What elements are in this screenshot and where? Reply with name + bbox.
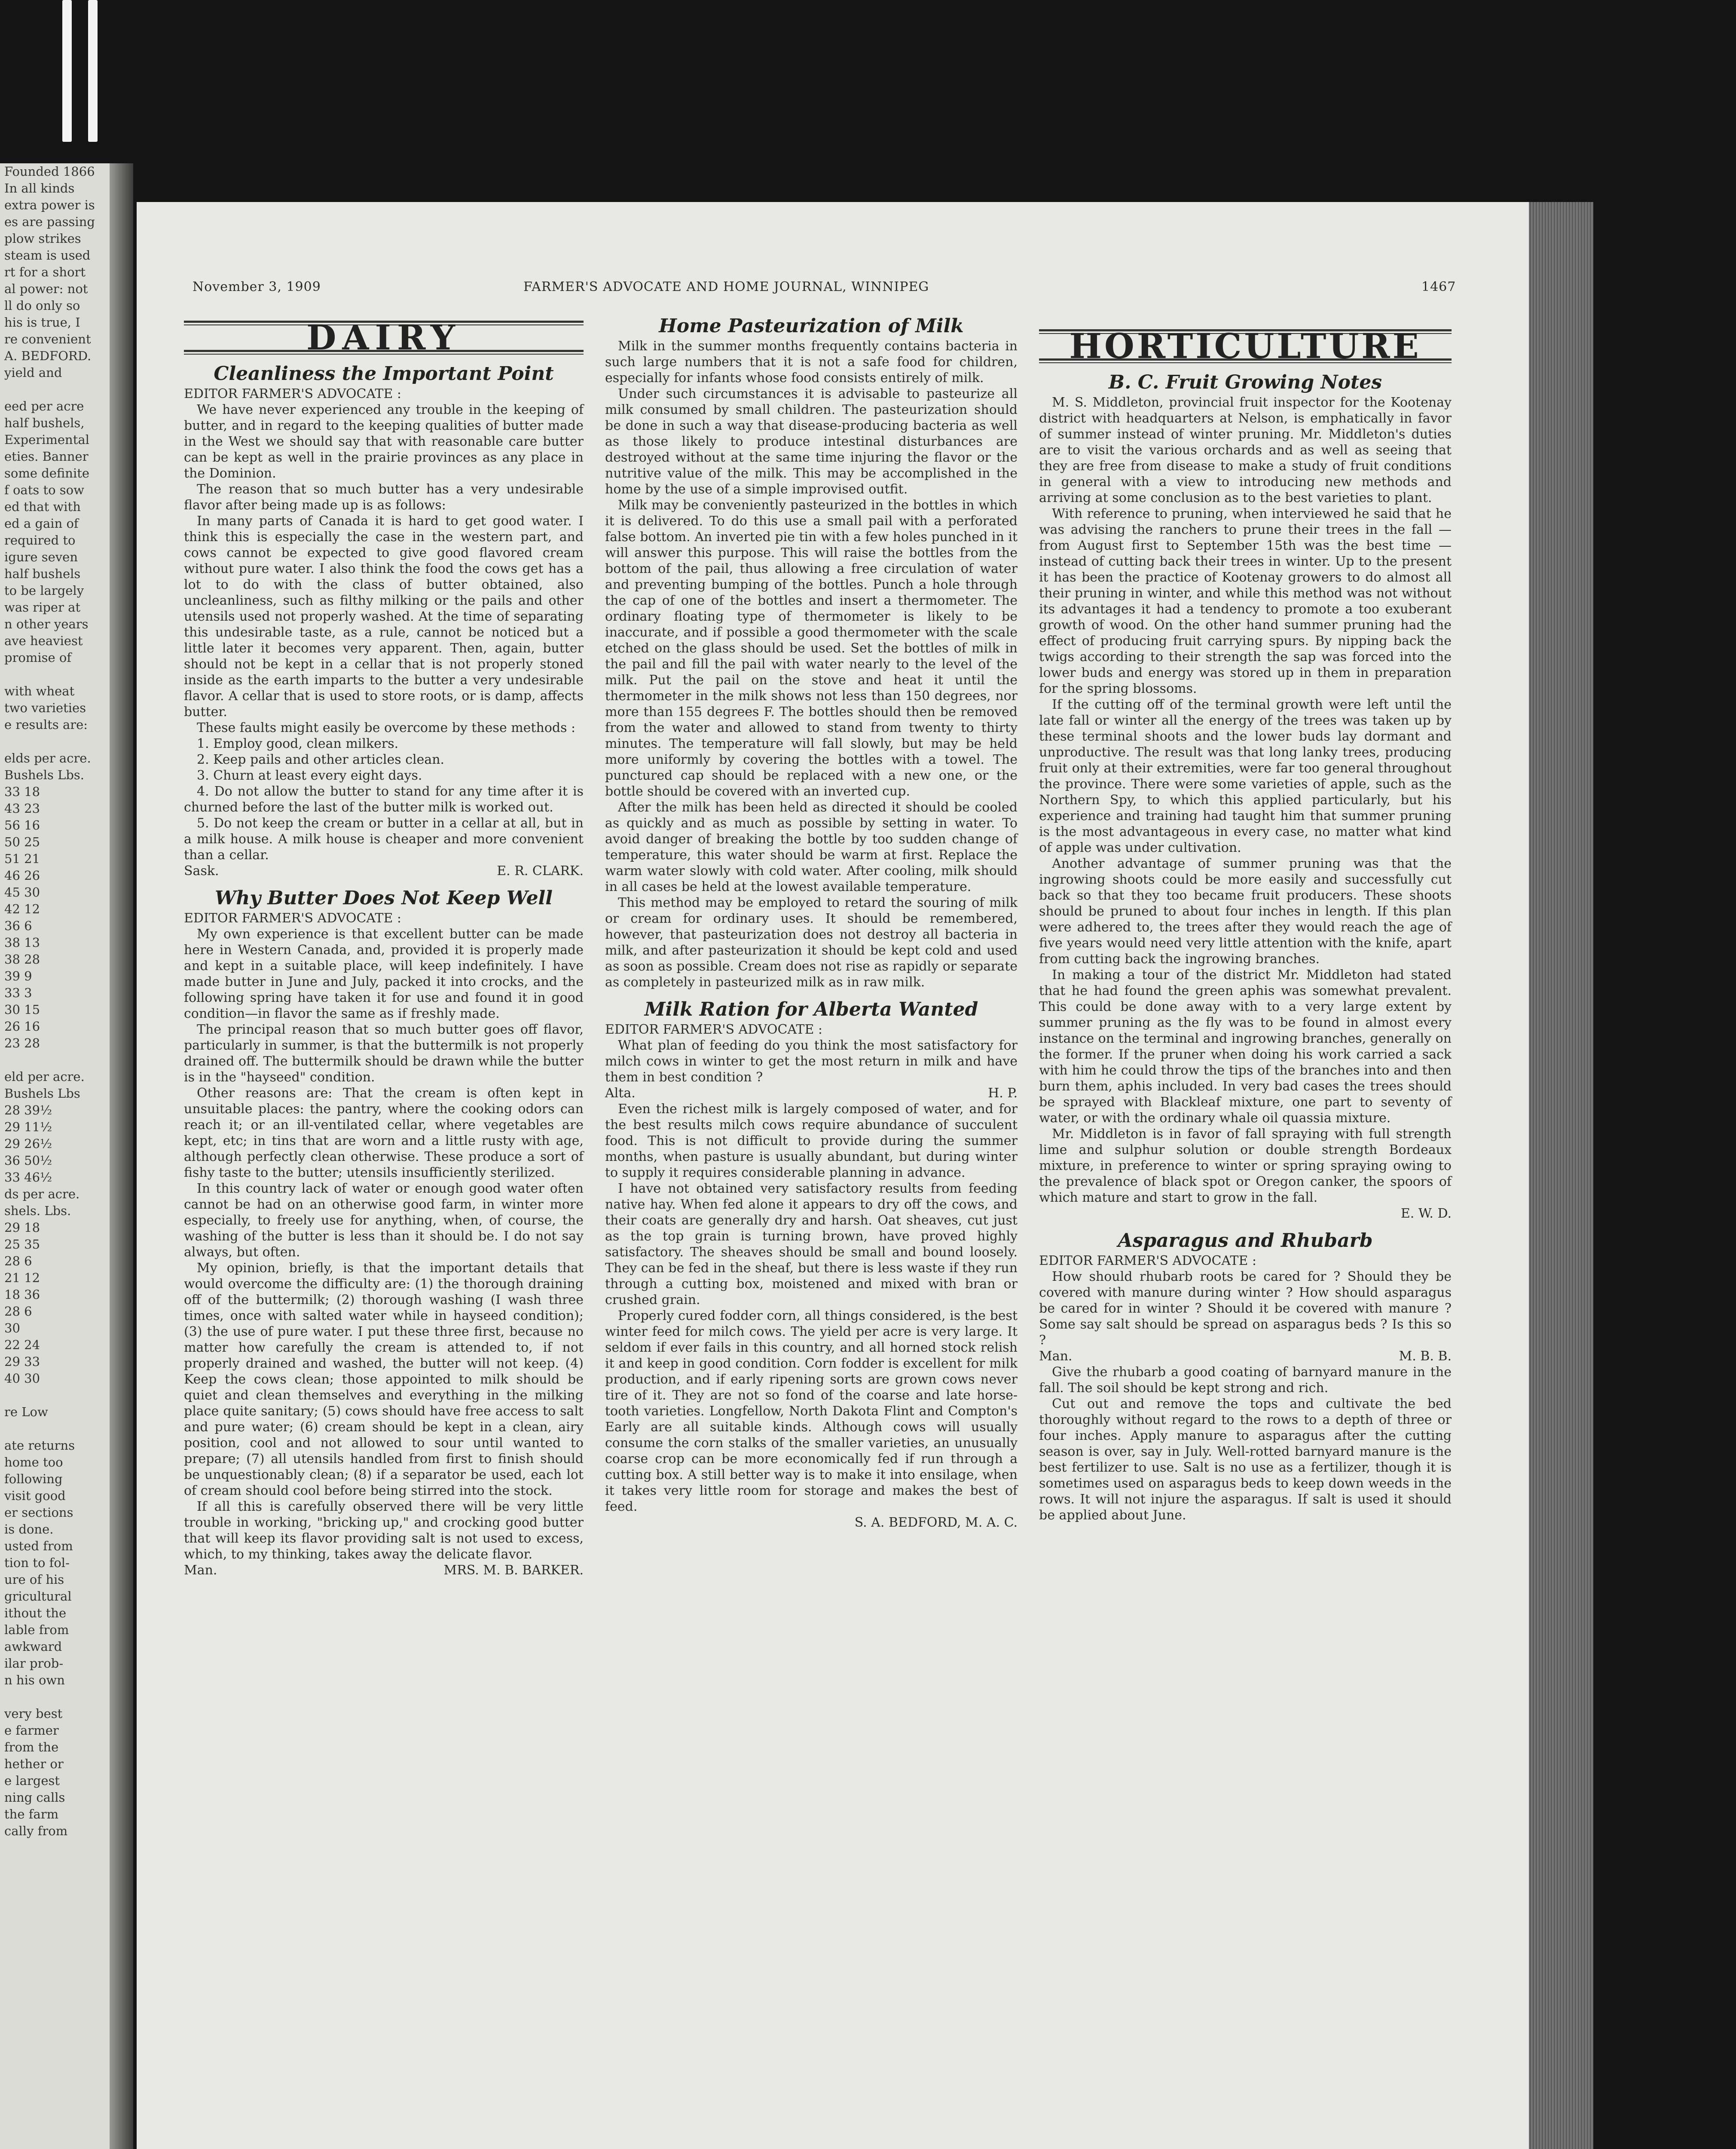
editor-line: EDITOR FARMER'S ADVOCATE :	[184, 386, 401, 401]
paragraph: This method may be employed to retard the souring of milk or cream for ordinary uses. It should be remembered, however, that pasteurization does not destroy all bacteria in milk, and after pasteurization it should be kept cold and used as soon as possible. Cream does not rise as rapidly or separate as completely in pasteurized milk as in raw milk.	[605, 895, 1018, 990]
list-item: 1. Employ good, clean milkers.	[197, 736, 399, 751]
left-page-line: A. BEDFORD.	[4, 349, 92, 363]
left-page-line: ave heaviest	[4, 634, 83, 648]
left-page-line: n other years	[4, 617, 89, 631]
left-page-line: ll do only so	[4, 298, 80, 313]
editor-line: EDITOR FARMER'S ADVOCATE :	[1039, 1253, 1256, 1268]
signature	[184, 863, 584, 879]
left-page-line: 28 39½	[4, 1103, 52, 1117]
left-page-line: from the	[4, 1740, 59, 1754]
left-page-line: eties. Banner	[4, 449, 89, 464]
left-page-line: er sections	[4, 1505, 73, 1520]
signature-place: Man.	[184, 1563, 217, 1578]
left-page-line: 28 6	[4, 1254, 32, 1268]
left-page-line: half bushels,	[4, 416, 85, 430]
paragraph: In many parts of Canada it is hard to get good water. I think this is especially the case in the western part, and cows cannot be expected to give good flavored cream without pure water. I also think the food the cows get has a lot to do with the class of butter obtained, also uncleanliness, such as filthy milking or the pails and other utensils used not properly washed. At the time of separating this undesirable taste, as a rule, cannot be noticed but a little later it becomes very apparent. Then, again, butter should not be kept in a cellar that is not properly stoned inside as the earth imparts to the butter a very undesirable flavor. A cellar that is used to store roots, or is damp, affects butter.	[184, 514, 584, 719]
article-title: Why Butter Does Not Keep Well	[214, 887, 553, 909]
left-page-line: ithout the	[4, 1606, 67, 1620]
paragraph: We have never experienced any trouble in the keeping of butter, and in regard to the keeping qualities of butter made in the West we should say that with reasonable care butter can be kept as well in the prairie provinces as any place in the Dominion.	[184, 402, 584, 481]
header-date: November 3, 1909	[193, 279, 321, 294]
paragraph: Mr. Middleton is in favor of fall spraying with full strength lime and sulphur solution or double strength Bordeaux mixture, in preference to winter or spring spraying owing to the prevalence of black spot or Oregon canker, the spoors of which mature and start to grow in the fall.	[1039, 1127, 1452, 1205]
left-page-line: 25 35	[4, 1237, 40, 1252]
editor-line: EDITOR FARMER'S ADVOCATE :	[605, 1022, 822, 1037]
article-title: Cleanliness the Important Point	[214, 363, 554, 385]
left-page-line: re convenient	[4, 332, 91, 346]
paragraph: The principal reason that so much butter goes off flavor, particularly in summer, is that the buttermilk is not properly drained off. The buttermilk should be drawn while the butter is in the "hayseed" condition.	[184, 1022, 584, 1085]
left-page-line	[4, 381, 110, 398]
signature-name: E. W. D.	[1400, 1206, 1452, 1221]
article-title: Milk Ration for Alberta Wanted	[644, 998, 978, 1020]
left-page-line: ilar prob-	[4, 1656, 64, 1671]
left-page-line: 40 30	[4, 1371, 40, 1386]
signature-place: Man.	[1039, 1349, 1073, 1364]
article-title: B. C. Fruit Growing Notes	[1108, 371, 1382, 393]
dept-title-dairy: DAIRY	[306, 317, 461, 358]
left-page-line: is done.	[4, 1522, 54, 1537]
left-page-line: visit good	[4, 1488, 66, 1503]
paragraph: M. S. Middleton, provincial fruit inspector for the Kootenay district with headquarters at Nelson, is emphatically in favor of summer instead of winter pruning. Mr. Middleton's duties are to visit the various orchards and as well as seeing that they are free from disease to make a study of fruit conditions in general with a view to introducing new methods and arriving at some conclusion as to the best varieties to plant.	[1039, 395, 1452, 505]
left-page-line: 36 50½	[4, 1153, 52, 1168]
left-page-line: hether or	[4, 1757, 64, 1771]
paragraph: My own experience is that excellent butter can be made here in Western Canada, and, provided it is properly made and kept in a suitable place, will keep indefinitely. I have made butter in June and July, packed it into crocks, and the following spring have taken it for use and found it in good condition—in flavor the same as if freshly made.	[184, 927, 584, 1021]
left-page-line: n his own	[4, 1673, 65, 1687]
binder-clip-top-2	[88, 0, 98, 142]
list-item: 5. Do not keep the cream or butter in a cellar at all, but in a milk house. A milk house is cheaper and more convenient than a cellar.	[184, 816, 584, 863]
left-page-fragment	[0, 163, 110, 2149]
binder-clip-top-1	[62, 0, 72, 142]
editor-line: EDITOR FARMER'S ADVOCATE :	[184, 911, 401, 926]
left-page-line	[4, 666, 110, 683]
left-page-line: 29 33	[4, 1354, 40, 1369]
book-page-edges	[1529, 202, 1593, 2149]
left-page-line: eld per acre.	[4, 1069, 85, 1084]
paragraph: If the cutting off of the terminal growth were left until the late fall or winter all the energy of the trees was taken up by these terminal shoots and the lower buds lay dormant and unproductive. The result was that long lanky trees, producing fruit only at their extremities, were far too general throughout the province. There were some varieties of apple, such as the Northern Spy, to which this applied particularly, but his experience and training had taught him that summer pruning is the most advantageous in every case, no matter what kind of apple was under cultivation.	[1039, 697, 1452, 855]
signature-name: MRS. M. B. BARKER.	[443, 1563, 584, 1578]
left-page-line: lable from	[4, 1622, 69, 1637]
left-page-line: with wheat	[4, 684, 75, 698]
column-1	[184, 318, 584, 1578]
left-page-line: ure of his	[4, 1572, 64, 1587]
left-page-line: 28 6	[4, 1304, 32, 1319]
signature-name: M. B. B.	[1399, 1349, 1452, 1364]
left-page-line: gricultural	[4, 1589, 72, 1604]
left-page-line: 45 30	[4, 885, 40, 900]
left-page-line: 38 28	[4, 952, 40, 967]
article-title: Asparagus and Rhubarb	[1118, 1230, 1373, 1252]
left-page-line: cally from	[4, 1824, 68, 1838]
list-item: 3. Churn at least every eight days.	[197, 768, 422, 783]
paragraph: How should rhubarb roots be cared for ? Should they be covered with manure during winter ? How should asparagus be cared for in winter ? Should it be covered with manure ? Some say salt should be spread on asparagus beds ? Is this so ?	[1039, 1269, 1452, 1348]
left-page-line: al power: not	[4, 282, 88, 296]
left-page-line: home too	[4, 1455, 63, 1469]
left-page-line: plow strikes	[4, 231, 81, 246]
left-page-line: Founded 1866	[4, 164, 95, 179]
book-spine	[110, 163, 133, 2149]
left-page-line: elds per acre.	[4, 751, 91, 765]
paragraph: In making a tour of the district Mr. Middleton had stated that he had found the green aphis was somewhat prevalent. This could be done away with to a very large extent by summer pruning as the fly was to be found in almost every instance on the terminal and ingrowing branches, generally on the former. If the pruner when doing his work carried a sack with him he could throw the tips of the branches into and then burn them, aphis included. In very bad cases the trees should be sprayed with Blackleaf mixture, one part to seventy of water, or with the ordinary whale oil quassia mixture.	[1039, 967, 1452, 1126]
left-page-line: 43 23	[4, 801, 40, 816]
paragraph: Properly cured fodder corn, all things considered, is the best winter feed for milch cows. The yield per acre is very large. It seldom if ever fails in this country, and all horned stock relish it and keep in good condition. Corn fodder is excellent for milk production, and if early ripening sorts are grown cows never tire of it. They are not so fond of the coarse and late horse-tooth varieties. Longfellow, North Dakota Flint and Compton's Early are all suitable kinds. Although cows will usually consume the corn stalks of the smaller varieties, an unusually coarse crop can be more economically fed if run through a cutting box. A still better way is to make it into ensilage, when it takes very little room for storage and makes the best of feed.	[605, 1308, 1018, 1514]
header-page-number: 1467	[1421, 279, 1456, 294]
left-page-line: very best	[4, 1706, 63, 1721]
left-page-line: Experimental	[4, 432, 89, 447]
signature-name: H. P.	[988, 1086, 1018, 1101]
article-title: Home Pasteurization of Milk	[659, 315, 964, 337]
signature-name: S. A. BEDFORD, M. A. C.	[854, 1515, 1018, 1530]
left-page-line: his is true, I	[4, 315, 80, 330]
paragraph: Milk may be conveniently pasteurized in the bottles in which it is delivered. To do this use a small pail with a perforated false bottom. An inverted pie tin with a few holes punched in it will answer this purpose. This will raise the bottles from the bottom of the pail, thus allowing a free circulation of water and preventing bumping of the bottles. Punch a hole through the cap of one of the bottles and insert a thermometer. The ordinary floating type of thermometer is likely to be inaccurate, and if possible a good thermometer with the scale etched on the glass should be used. Set the bottles of milk in the pail and fill the pail with water nearly to the level of the milk. Put the pail on the stove and heat it until the thermometer in the milk shows not less than 150 degrees, nor more than 155 degrees F. The bottles should then be removed from the water and allowed to stand from twenty to thirty minutes. The temperature will fall slowly, but may be held more uniformly by covering the bottles with a towel. The punctured cap should be replaced with a new one, or the bottle should be covered with an inverted cup.	[605, 498, 1018, 799]
left-page-line: two varieties	[4, 701, 86, 715]
list-item: 4. Do not allow the butter to stand for any time after it is churned before the last of the butter milk is worked out.	[184, 784, 584, 815]
left-page-line: e farmer	[4, 1723, 59, 1738]
signature-name: E. R. CLARK.	[497, 863, 584, 879]
left-page-line: steam is used	[4, 248, 91, 263]
newspaper-page	[137, 202, 1529, 2149]
paragraph: Cut out and remove the tops and cultivate the bed thoroughly without regard to the rows to a depth of three or four inches. Apply manure to asparagus after the cutting season is over, say in July. Well-rotted barnyard manure is the best fertilizer to use. Salt is no use as a fertilizer, though it is sometimes used on asparagus beds to keep down weeds in the rows. It will not injure the asparagus. If salt is used it should be applied about June.	[1039, 1396, 1452, 1523]
left-page-line: following	[4, 1472, 63, 1486]
signature	[1039, 1348, 1452, 1364]
paragraph: Another advantage of summer pruning was that the ingrowing shoots could be more easily and successfully cut back so that they too became fruit producers. These shoots should be pruned to about four inches in length. If this plan were adhered to, the trees after they would reach the age of five years would need very little attention with the knife, apart from cutting back the ingrowing branches.	[1039, 856, 1452, 967]
signature-place: Sask.	[184, 863, 219, 879]
left-page-line: promise of	[4, 650, 72, 665]
left-page-line: 30 15	[4, 1002, 40, 1017]
left-page-text	[4, 163, 110, 1840]
left-page-line: the farm	[4, 1807, 59, 1821]
left-page-line: 46 26	[4, 868, 40, 883]
column-3	[1039, 327, 1452, 1523]
signature-place: Alta.	[605, 1086, 636, 1101]
left-page-line: ning calls	[4, 1790, 65, 1805]
left-page-line: half bushels	[4, 566, 81, 581]
left-page-line: 36 6	[4, 918, 32, 933]
paragraph: With reference to pruning, when interviewed he said that he was advising the ranchers to prune their trees in the fall — from August first to September 15th was the best time — instead of cutting back their trees in winter. Up to the present it has been the practice of Kootenay growers to do almost all their pruning in winter, and while this method was not without its advantages it had a tendency to promote a too exuberant growth of wood. On the other hand summer pruning had the effect of producing fruit carrying spurs. By nipping back the twigs according to their strength the sap was forced into the lower buds and energy was stored up in them in preparation for the spring blossoms.	[1039, 506, 1452, 696]
left-page-line: Bushels Lbs	[4, 1086, 80, 1101]
paragraph: My opinion, briefly, is that the important details that would overcome the difficulty are: (1) the thorough draining off of the buttermilk; (2) thorough washing (I wash three times, once with salted water while in hayseed condition); (3) the use of pure water. I put these three first, because no matter how carefully the cream is attended to, if not properly drained and washed, the butter will not keep. (4) Keep the cows clean; those appointed to milk should be quiet and clean themselves and everything in the milking place quite sanitary; (5) cows should have free access to salt and pure water; (6) cream should be kept in a clean, airy position, cool and not allowed to sour until wanted to prepare; (7) all utensils handled from first to finish should be unquestionably clean; (8) if a separator be used, each lot of cream should cool before being stirred into the stock.	[184, 1261, 584, 1498]
left-page-line: 42 12	[4, 902, 40, 916]
left-page-line: 29 11½	[4, 1120, 52, 1134]
left-page-line: 33 3	[4, 986, 32, 1000]
left-page-line: usted from	[4, 1539, 73, 1553]
left-page-line: 51 21	[4, 851, 40, 866]
signature	[184, 1562, 584, 1578]
left-page-line: eed per acre	[4, 399, 84, 413]
left-page-line: 33 18	[4, 784, 40, 799]
left-page-line: f oats to sow	[4, 483, 84, 497]
left-page-line: 38 13	[4, 935, 40, 950]
left-page-line: es are passing	[4, 214, 95, 229]
left-page-line: awkward	[4, 1639, 62, 1654]
left-page-line: 29 18	[4, 1220, 40, 1235]
left-page-line: shels. Lbs.	[4, 1203, 71, 1218]
list-item: 2. Keep pails and other articles clean.	[197, 752, 445, 767]
left-page-line: 50 25	[4, 835, 40, 849]
paragraph: Even the richest milk is largely composed of water, and for the best results milch cows require abundance of succulent food. This is not difficult to provide during the summer months, when pasture is usually abundant, but during winter to supply it requires considerable planning in advance.	[605, 1102, 1018, 1180]
left-page-line: rt for a short	[4, 265, 86, 279]
left-page-line: 56 16	[4, 818, 40, 833]
paragraph: If all this is carefully observed there will be very little trouble in working, "bricking up," and crocking good butter that will keep its flavor providing salt is not used to excess, which, to my thinking, takes away the delicate flavor.	[184, 1499, 584, 1562]
left-page-line: ed that with	[4, 499, 81, 514]
left-page-line: 26 16	[4, 1019, 40, 1034]
left-page-line: 29 26½	[4, 1136, 52, 1151]
left-page-line: ds per acre.	[4, 1187, 80, 1201]
left-page-line: e largest	[4, 1773, 60, 1788]
left-page-line	[4, 733, 110, 750]
paragraph: The reason that so much butter has a very undesirable flavor after being made up is as follows:	[184, 482, 584, 513]
paragraph: Under such circumstances it is advisable to pasteurize all milk consumed by small children. The pasteurization should be done in such a way that disease-producing bacteria as well as those likely to produce intestinal disturbances are destroyed without at the same time injuring the flavor or the nutritive value of the milk. This may be accomplished in the home by the use of a simple improvised outfit.	[605, 386, 1018, 497]
left-page-line: 22 24	[4, 1338, 40, 1352]
left-page-line	[4, 1420, 110, 1437]
left-page-line: Bushels Lbs.	[4, 768, 85, 782]
paragraph: In this country lack of water or enough good water often cannot be had on an otherwise good farm, in winter more especially, to freely use for anything, when, of course, the washing of the butter is less than it should be. I do not say always, but often.	[184, 1181, 584, 1260]
paragraph: After the milk has been held as directed it should be cooled as quickly and as much as possible by setting in water. To avoid danger of breaking the bottle by too sudden change of temperature, this water should be warm at first. Replace the warm water slowly with cold water. After cooling, milk should in all cases be held at the lowest available temperature.	[605, 800, 1018, 894]
left-page-line: ate returns	[4, 1438, 75, 1453]
left-page-line: 18 36	[4, 1287, 40, 1302]
left-page-line	[4, 1689, 110, 1705]
left-page-line: some definite	[4, 466, 90, 481]
left-page-line: tion to fol-	[4, 1555, 70, 1570]
left-page-line: 33 46½	[4, 1170, 52, 1185]
left-page-line: was riper at	[4, 600, 81, 615]
left-page-line: In all kinds	[4, 181, 75, 196]
left-page-line: ed a gain of	[4, 516, 79, 531]
paragraph: Milk in the summer months frequently contains bacteria in such large numbers that it is not a safe food for children, especially for infants whose food consists entirely of milk.	[605, 339, 1018, 386]
paragraph: These faults might easily be overcome by these methods :	[197, 720, 576, 735]
left-page-line: re Low	[4, 1405, 48, 1419]
left-page-line: 21 12	[4, 1270, 40, 1285]
left-page-line: 39 9	[4, 969, 32, 983]
paragraph: Give the rhubarb a good coating of barnyard manure in the fall. The soil should be kept strong and rich.	[1039, 1365, 1452, 1396]
left-page-line: 23 28	[4, 1036, 40, 1050]
column-2	[605, 315, 1018, 1531]
left-page-line	[4, 1052, 110, 1068]
left-page-line	[4, 1387, 110, 1404]
header-title: FARMER'S ADVOCATE AND HOME JOURNAL, WINNIPEG	[523, 279, 929, 294]
paragraph: I have not obtained very satisfactory results from feeding native hay. When fed alone it appears to dry off the cows, and their coats are generally dry and harsh. Oat sheaves, cut just as the top grain is turning brown, have proved highly satisfactory. The sheaves should be small and bound loosely. They can be fed in the sheaf, but there is less waste if they run through a cutting box, moistened and mixed with bran or crushed grain.	[605, 1181, 1018, 1307]
left-page-line: required to	[4, 533, 76, 548]
left-page-line: yield and	[4, 365, 62, 380]
left-page-line: to be largely	[4, 583, 84, 598]
signature	[605, 1085, 1018, 1101]
left-page-line: extra power is	[4, 198, 95, 212]
dept-title-horticulture: HORTICULTURE	[1069, 326, 1421, 366]
left-page-line: igure seven	[4, 550, 78, 564]
paragraph: Other reasons are: That the cream is often kept in unsuitable places: the pantry, where the cooking odors can reach it; or an ill-ventilated cellar, where vegetables are kept, etc; in tins that are worn and a little rusty with age, although perfectly clean otherwise. These produce a sort of fishy taste to the butter; utensils insufficiently sterilized.	[184, 1086, 584, 1180]
paragraph: What plan of feeding do you think the most satisfactory for milch cows in winter to get the most return in milk and have them in best condition ?	[605, 1038, 1018, 1085]
left-page-line: e results are:	[4, 717, 88, 732]
left-page-line: 30	[4, 1321, 20, 1335]
